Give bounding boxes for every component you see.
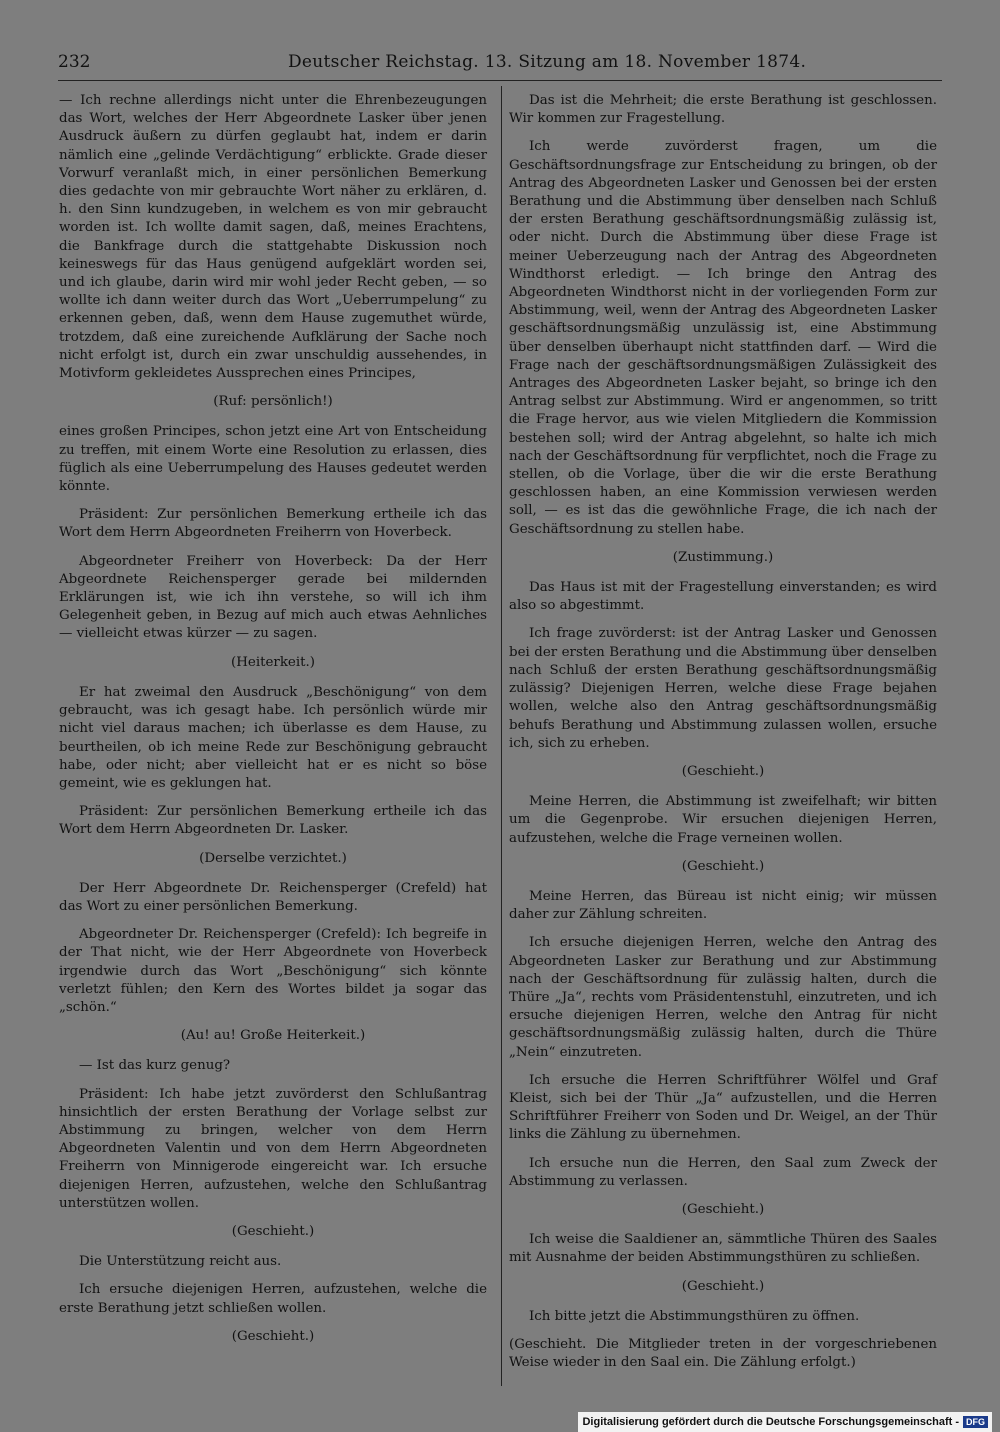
paragraph: Präsident: Zur persönlichen Bemerkung ertheile ich das Wort dem Herrn Abgeordneten Dr. Lasker. — [59, 804, 487, 838]
paragraph: Das ist die Mehrheit; die erste Berathung ist geschlossen. Wir kommen zur Fragestellung. — [509, 93, 937, 127]
paragraph: Ich bitte jetzt die Abstimmungsthüren zu öffnen. — [529, 1308, 860, 1324]
interjection: (Geschieht.) — [681, 1201, 765, 1217]
paragraph: Ich ersuche diejenigen Herren, aufzustehen, welche die erste Berathung jetzt schließen wollen. — [59, 1282, 487, 1316]
paragraph: Meine Herren, die Abstimmung ist zweifelhaft; wir bitten um die Gegenprobe. Wir ersuchen diejenigen Herren, aufzustehen, welche die Frage verneinen wollen. — [509, 794, 937, 846]
interjection: (Ruf: persönlich!) — [213, 394, 333, 410]
paragraph: — Ist das kurz genug? — [79, 1058, 231, 1074]
paragraph: Ich ersuche nun die Herren, den Saal zum Zweck der Abstimmung zu verlassen. — [509, 1155, 937, 1189]
paragraph: Das Haus ist mit der Fragestellung einverstanden; es wird also so abgestimmt. — [509, 580, 937, 614]
paragraph: (Geschieht. Die Mitglieder treten in der vorgeschriebenen Weise wieder in den Saal ein. Die Zählung erfolgt.) — [509, 1336, 937, 1371]
header-rule — [58, 80, 942, 81]
paragraph: Ich ersuche diejenigen Herren, welche den Antrag des Abgeordneten Lasker zur Berathung und zur Abstimmung nach der Geschäftsordnung für zulässig halten, durch die Thüre „Ja“, rechts vom Präsidentenstuhl, einzutreten, und ich ersuche diejenigen Herren, welche den Antrag für nicht geschäftsordnungsmäßig zulässig halten, durch die Thüre „Nein“ einzutreten. — [509, 935, 937, 1060]
interjection: (Geschieht.) — [231, 1328, 315, 1344]
interjection: (Zustimmung.) — [672, 549, 774, 565]
paragraph: Ich ersuche die Herren Schriftführer Wölfel und Graf Kleist, sich bei der Thür „Ja“ aufzustellen, und die Herren Schriftführer Freiherr von Soden und Dr. Weigel, an der Thür links die Zählung zu übernehmen. — [509, 1072, 937, 1143]
column-divider — [501, 86, 502, 1386]
right-column — [509, 92, 937, 1382]
paragraph: Die Unterstützung reicht aus. — [79, 1254, 282, 1270]
interjection: (Heiterkeit.) — [231, 654, 315, 670]
left-column — [59, 92, 487, 1358]
paragraph: Ich frage zuvörderst: ist der Antrag Lasker und Genossen bei der ersten Berathung und die Abstimmung über denselben nach Schluß der ersten Berathung geschäftsordnungsmäßig zulässig? Diejenigen Herren, welche diese Frage bejahen wollen, welche also den Antrag geschäftsordnungsmäßig behufs Berathung und Abstimmung zulassen wollen, ersuche ich, sich zu erheben. — [509, 626, 937, 751]
interjection: (Geschieht.) — [681, 763, 765, 779]
paragraph: — Ich rechne allerdings nicht unter die Ehrenbezeugungen das Wort, welches der Herr Abgeordnete Lasker über jenen Ausdruck äußern zu dürfen geglaubt hat, indem er darin nämlich eine „gelinde Verdächtigung“ erblickte. Grade dieser Vorwurf veranlaßt mich, in einer persönlichen Bemerkung dies gedachte von mir gebrauchte Wort näher zu erklären, d. h. den Sinn kundzugeben, in welchem es von mir gebraucht worden ist. Ich wollte damit sagen, daß, meines Erachtens, die Bankfrage durch die stattgehabte Diskussion noch keineswegs für das Haus genügend aufgeklärt worden sei, und ich glaube, darin wird mir wohl jeder Recht geben, — so wollte ich dann weiter durch das Wort „Ueberrumpelung“ zu erkennen geben, daß, wenn dem Hause zugemuthet würde, trotzdem, daß eine zureichende Aufklärung der Sache noch nicht erfolgt ist, durch ein zwar unschuldig aussehendes, in Motivform gekleidetes Aussprechen eines Principes, — [59, 93, 487, 382]
digitization-credit — [578, 1412, 992, 1432]
paragraph: Abgeordneter Dr. Reichensperger (Crefeld): Ich begreife in der That nicht, wie der Herr Abgeordnete von Hoverbeck irgendwie durch das Wort „Beschönigung“ sich könnte verletzt fühlen; den Kern des Wortes bildet ja sogar das „schön.“ — [59, 927, 487, 1015]
paragraph: Ich weise die Saaldiener an, sämmtliche Thüren des Saales mit Ausnahme der beiden Abstimmungsthüren zu schließen. — [509, 1232, 937, 1266]
credit-text: Digitalisierung gefördert durch die Deutsche Forschungsgemeinschaft - — [582, 1416, 959, 1428]
running-head: Deutscher Reichstag. 13. Sitzung am 18. November 1874. — [288, 52, 807, 72]
paragraph: Ich werde zuvörderst fragen, um die Geschäftsordnungsfrage zur Entscheidung zu bringen, ob der Antrag des Abgeordneten Lasker und Genossen bei der ersten Berathung und die Abstimmung über denselben nach Schluß der ersten Berathung geschäftsordnungsmäßig zulässig ist, oder nicht. Durch die Abstimmung über diese Frage ist meiner Ueberzeugung nach der Antrag des Abgeordneten Windthorst erledigt. — Ich bringe den Antrag des Abgeordneten Windthorst nicht in der vorliegenden Form zur Abstimmung, weil, wenn der Antrag des Abgeordneten Lasker geschäftsordnungsmäßig unzulässig ist, eine Abstimmung über denselben überhaupt nicht stattfinden darf. — Wird die Frage nach der geschäftsordnungsmäßigen Zulässigkeit des Antrages des Abgeordneten Lasker bejaht, so bringe ich den Antrag selbst zur Abstimmung. Wird er angenommen, so tritt die Frage hervor, aus wie vielen Mitgliedern die Kommission bestehen soll; wird der Antrag abgelehnt, so halte ich mich nach der Geschäftsordnung für verpflichtet, noch die Frage zu stellen, ob die Vorlage, über die wir die erste Berathung geschlossen haben, an eine Kommission verwiesen werden soll, — es ist das die gewöhnliche Frage, die ich nach der Geschäftsordnung zu stellen habe. — [509, 139, 937, 537]
interjection: (Geschieht.) — [681, 1278, 765, 1294]
interjection: (Derselbe verzichtet.) — [199, 850, 347, 866]
interjection: (Geschieht.) — [231, 1223, 315, 1239]
page-header — [58, 52, 942, 74]
interjection: (Geschieht.) — [681, 858, 765, 874]
dfg-logo-icon: DFG — [963, 1416, 988, 1428]
paragraph: Abgeordneter Freiherr von Hoverbeck: Da der Herr Abgeordnete Reichensperger gerade bei mildernden Erklärungen ist, wie ich ihn verstehe, so will ich ihm Gelegenheit geben, in Bezug auf mich auch etwas Aehnliches — vielleicht etwas kürzer — zu sagen. — [59, 553, 487, 642]
paragraph: Meine Herren, das Büreau ist nicht einig; wir müssen daher zur Zählung schreiten. — [509, 888, 937, 923]
paragraph: Präsident: Ich habe jetzt zuvörderst den Schlußantrag hinsichtlich der ersten Berathung der Vorlage selbst zur Abstimmung zu bringen, welcher von dem Herrn Abgeordneten Valentin und von dem Herrn Abgeordneten Freiherrn von Minnigerode eingereicht war. Ich ersuche diejenigen Herren, aufzustehen, welche den Schlußantrag unterstützen wollen. — [59, 1086, 487, 1211]
paragraph: Präsident: Zur persönlichen Bemerkung ertheile ich das Wort dem Herrn Abgeordneten Freiherrn von Hoverbeck. — [59, 507, 487, 541]
paragraph: Der Herr Abgeordnete Dr. Reichensperger (Crefeld) hat das Wort zu einer persönlichen Bemerkung. — [59, 880, 487, 914]
paragraph: eines großen Principes, schon jetzt eine Art von Entscheidung zu treffen, mit einem Worte eine Resolution zu erlassen, dies füglich als eine Ueberrumpelung des Hauses gedeutet werden könnte. — [59, 424, 487, 495]
paragraph: Er hat zweimal den Ausdruck „Beschönigung“ von dem gebraucht, was ich gesagt habe. Ich persönlich würde mir nicht viel daraus machen; ich überlasse es dem Hause, zu beurtheilen, ob ich meine Rede zur Beschönigung gebraucht habe, oder nicht; aber vielleicht hat er es nicht so böse gemeint, wie es geklungen hat. — [59, 684, 487, 791]
interjection: (Au! au! Große Heiterkeit.) — [180, 1028, 366, 1044]
page-number: 232 — [58, 52, 91, 72]
